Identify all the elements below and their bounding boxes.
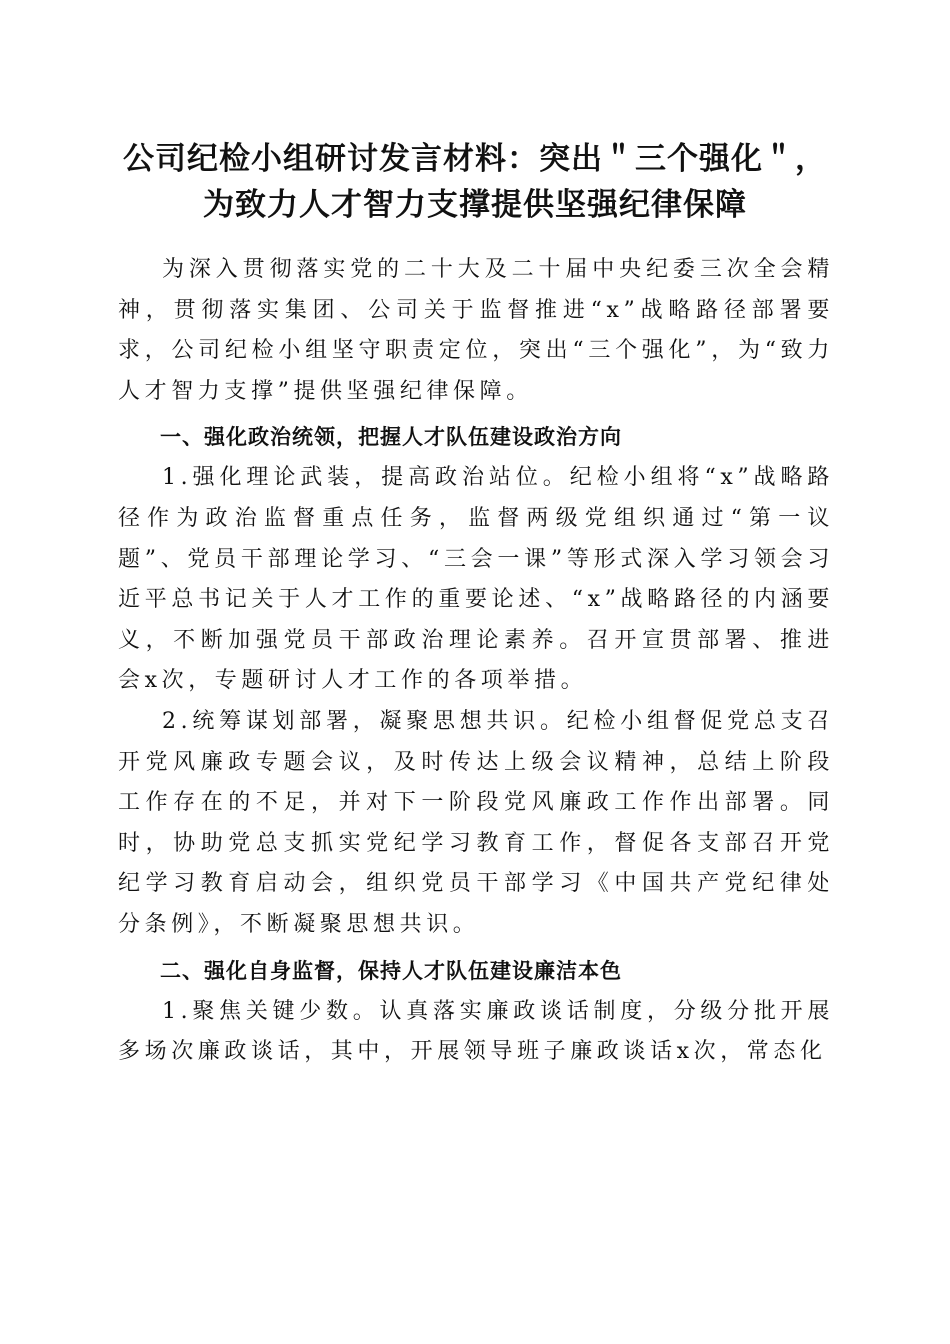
document-title: 公司纪检小组研讨发言材料：突出＂三个强化＂，为致力人才智力支撑提供坚强纪律保障 xyxy=(123,141,827,223)
document-body xyxy=(118,250,834,1073)
section-2-paragraph-1: 1.聚焦关键少数。认真落实廉政谈话制度，分级分批开展多场次廉政谈话，其中，开展领导班子廉政谈话x次，常态化 xyxy=(118,998,834,1065)
section-heading-2: 二、强化自身监督，保持人才队伍建设廉洁本色 xyxy=(160,958,622,983)
section-heading-1: 一、强化政治统领，把握人才队伍建设政治方向 xyxy=(160,425,622,450)
section-1-paragraph-2: 2.统筹谋划部署，凝聚思想共识。纪检小组督促党总支召开党风廉政专题会议，及时传达上级会议精神，总结上阶段工作存在的不足，并对下一阶段党风廉政工作作出部署。同时，协助党总支抓实党纪学习教育工作，督促各支部召开党纪学习教育启动会，组织党员干部学习《中国共产党纪律处分条例》，不断凝聚思想共识。 xyxy=(118,708,834,937)
intro-paragraph: 为深入贯彻落实党的二十大及二十届中央纪委三次全会精神，贯彻落实集团、公司关于监督推进“x”战略路径部署要求，公司纪检小组坚守职责定位，突出“三个强化”，为“致力人才智力支撑”提供坚强纪律保障。 xyxy=(118,257,834,404)
section-1-paragraph-1: 1.强化理论武装，提高政治站位。纪检小组将“x”战略路径作为政治监督重点任务，监督两级党组织通过“第一议题”、党员干部理论学习、“三会一课”等形式深入学习领会习近平总书记关于人才工作的重要论述、“x”战略路径的内涵要义，不断加强党员干部政治理论素养。召开宣贯部署、推进会x次，专题研讨人才工作的各项举措。 xyxy=(118,465,834,694)
